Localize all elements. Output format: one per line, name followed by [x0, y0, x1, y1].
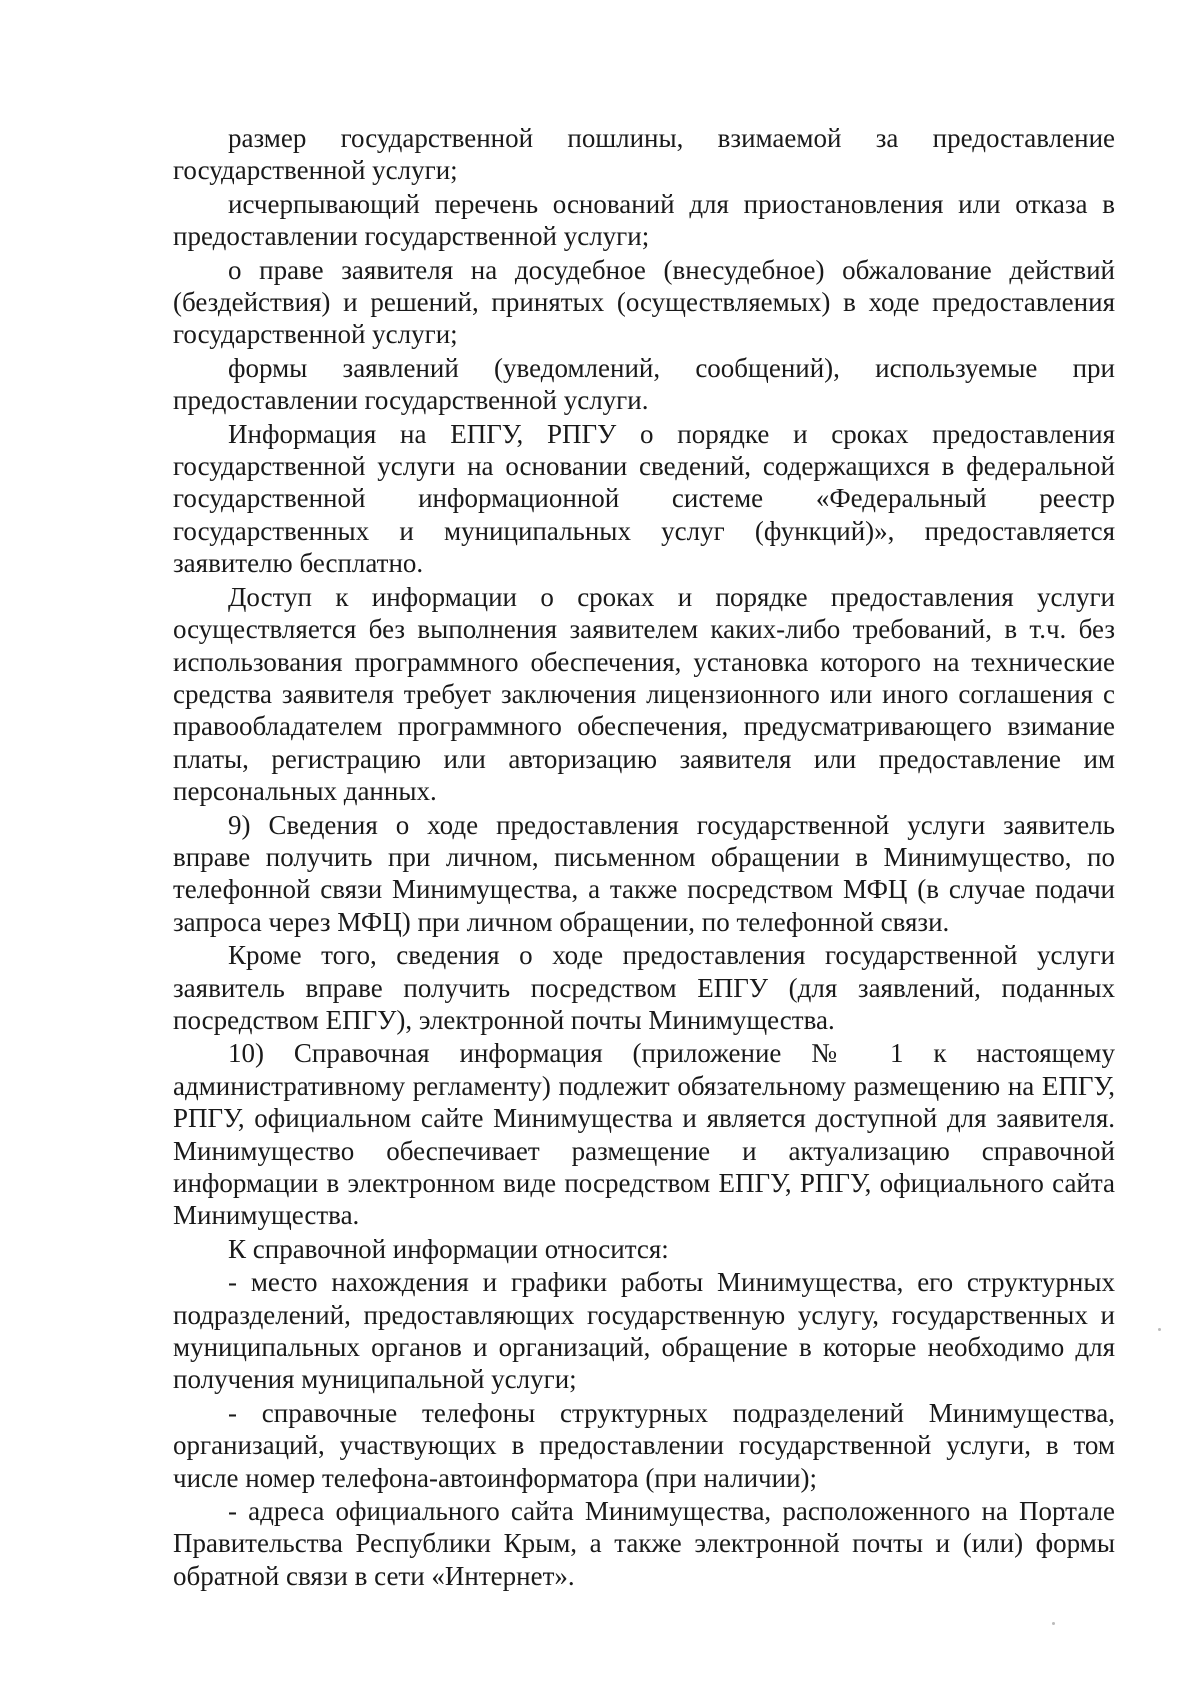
paragraph-free-information: Информация на ЕПГУ, РПГУ о порядке и сроках предоставления государственной услуги на основании сведений, содержащихся в федеральной государственной информационной системе «Федеральный реестр государственных и муниципальных услуг (функций)», предоставляется заявителю бесплатно. — [173, 418, 1115, 579]
paragraph-refusal-grounds: исчерпывающий перечень оснований для приостановления или отказа в предоставлении государственной услуги; — [173, 188, 1115, 252]
list-item-location-schedule: - место нахождения и графики работы Минимущества, его структурных подразделений, предоставляющих государственную услугу, государственных и муниципальных органов и организаций, обращение в которые необходимо для получения муниципальной услуги; — [173, 1267, 1115, 1395]
paragraph-item-9-progress-info: 9) Сведения о ходе предоставления государственной услуги заявитель вправе получить при личном, письменном обращении в Минимущество, по телефонной связи Минимущества, а также посредством МФЦ (в случае подачи запроса через МФЦ) при личном обращении, по телефонной связи. — [173, 809, 1115, 937]
paragraph-access-conditions: Доступ к информации о сроках и порядке предоставления услуги осуществляется без выполнения заявителем каких-либо требований, в т.ч. без использования программного обеспечения, установка которого на технические средства заявителя требует заключения лицензионного или иного соглашения с правообладателем программного обеспечения, предусматривающего взимание платы, регистрацию или авторизацию заявителя или предоставление им персональных данных. — [173, 581, 1115, 807]
scan-speck — [1052, 1622, 1055, 1625]
list-item-phones: - справочные телефоны структурных подразделений Минимущества, организаций, участвующих в предоставлении государственной услуги, в том числе номер телефона-автоинформатора (при наличии); — [173, 1397, 1115, 1493]
paragraph-appeal-right: о праве заявителя на досудебное (внесудебное) обжалование действий (бездействия) и решений, принятых (осуществляемых) в ходе предоставления государственной услуги; — [173, 254, 1115, 350]
scan-speck — [1158, 1328, 1161, 1331]
list-item-website-address: - адреса официального сайта Минимущества, расположенного на Портале Правительства Республики Крым, а также электронной почты и (или) формы обратной связи в сети «Интернет». — [173, 1496, 1115, 1591]
paragraph-application-forms: формы заявлений (уведомлений, сообщений), используемые при предоставлении государственной услуги. — [173, 352, 1115, 416]
paragraph-progress-via-epgu: Кроме того, сведения о ходе предоставления государственной услуги заявитель вправе получить посредством ЕПГУ (для заявлений, поданных посредством ЕПГУ), электронной почты Минимущества. — [173, 940, 1115, 1035]
paragraph-reference-info-heading: К справочной информации относится: — [228, 1233, 669, 1264]
paragraph-item-10-reference-info: 10) Справочная информация (приложение № 1 к настоящему административному регламенту) подлежит обязательному размещению на ЕПГУ, РПГУ, официальном сайте Минимущества и является доступной для заявителя. Минимущество обеспечивает размещение и актуализацию справочной информации в электронном виде посредством ЕПГУ, РПГУ, официального сайта Минимущества. — [173, 1038, 1115, 1231]
document-body — [173, 122, 1115, 1593]
paragraph-fee: размер государственной пошлины, взимаемой за предоставление государственной услуги; — [173, 123, 1115, 186]
